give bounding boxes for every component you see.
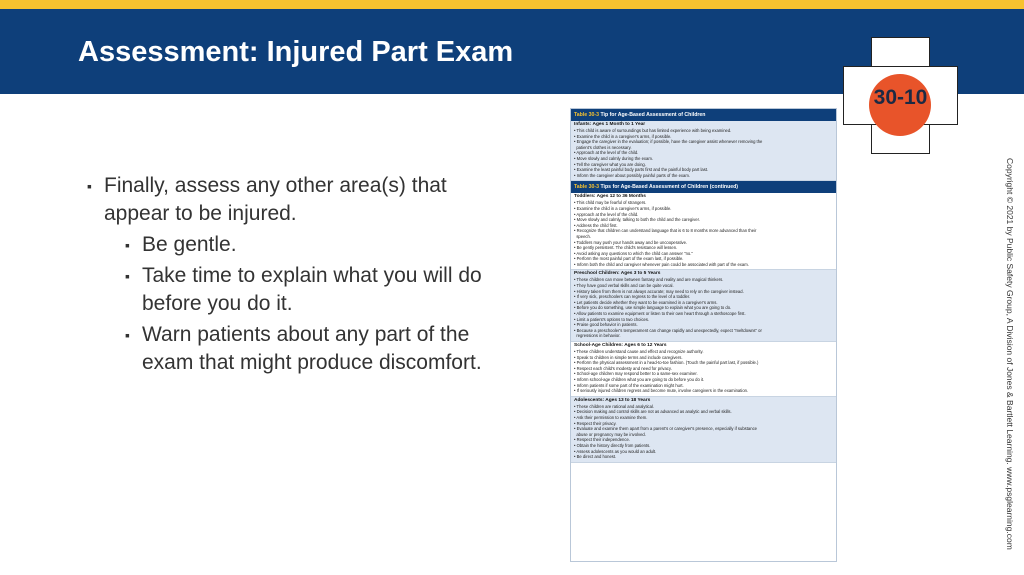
- table-list-item: • Decision making and control skills are not as advanced as analytic and verbal skills.: [574, 409, 732, 415]
- table-list-item: patient's clothes is necessary.: [574, 144, 632, 150]
- table-section-school-age: School-Age Children: Ages 6 to 12 Years • These children understand cause and effect and recognize authority. • Speak to children in simple terms and include caregivers. • Perform the physical assessment in a head-to-toe fashion. (Touch the painful part last, if possible.) • Respect each child's modesty and need for privacy. • School-age children may respond better to a same-sex examiner. • Inform school-age children what you are going to do before you do it. • Inform patients if some part of the examination might hurt. • If seriously injured children regress and become mute, involve caregivers in the examination.: [571, 342, 836, 397]
- table-list-item: • Obtain the history directly from patients.: [574, 442, 651, 448]
- table-list-item: • These children understand cause and effect and recognize authority.: [574, 349, 704, 354]
- table-list-item: • Examine the child in a caregiver's arms, if possible.: [574, 133, 672, 139]
- table-list-item: • School-age children may respond better to a same-sex examiner.: [574, 371, 698, 377]
- table-list-item: • Assess adolescents as you would an adult.: [574, 448, 657, 454]
- table-header-continued: Table 30-3 Tips for Age-Based Assessment of Children (continued): [571, 181, 836, 193]
- table-list-item: regressions in behavior.: [574, 333, 621, 339]
- section-list: [574, 277, 833, 339]
- table-list-item: • These children can move between fantasy and reality and are magical thinkers.: [574, 277, 724, 283]
- table-section-preschool: Preschool Children: Ages 3 to 5 Years • These children can move between fantasy and reality and are magical thinkers. • They have good verbal skills and can be quite vocal. • History taken from them is not always accurate; may need to rely on the caregiver instead. • If very sick, preschoolers can regress to the level of a toddler. • Let patients decide whether they want to be examined in a caregiver's arms. • Before you do something, use simple language to explain what you are going to do. • Allow patients to examine equipment or listen to their own heart through a stethoscope first. • Limit a patient's options to two choices. • Praise good behavior in patients. • Because a preschooler's temperament can change rapidly and unexpectedly, expect "meltdowns" or regressions in behavior.: [571, 270, 836, 342]
- table-list-item: • Perform the physical assessment in a head-to-toe fashion. (Touch the painful part last, if possible.): [574, 360, 759, 366]
- slide-number-badge: [843, 37, 958, 154]
- table-list-item: • Before you do something, use simple language to explain what you are going to do.: [574, 305, 732, 311]
- table-list-item: • Respect each child's modesty and need for privacy.: [574, 365, 672, 371]
- copyright-text: Copyright © 2021 by Public Safety Group, A Division of Jones & Bartlett Learning. www.psglearning.com: [1005, 158, 1015, 550]
- table-list-item: • Avoid asking any questions to which the child can answer "no.": [574, 250, 693, 256]
- square-bullet-icon: ▪: [125, 268, 130, 284]
- table-list-item: • They have good verbal skills and can be quite vocal.: [574, 283, 674, 289]
- age-based-assessment-table: [570, 108, 837, 562]
- sub-bullet: [125, 321, 507, 377]
- sub-bullet: [125, 262, 507, 318]
- table-list-item: • Praise good behavior in patients.: [574, 322, 638, 328]
- table-list-item: • Tell the caregiver what you are doing.: [574, 161, 646, 167]
- table-list-item: • Let patients decide whether they want to be examined in a caregiver's arms.: [574, 299, 718, 305]
- table-list-item: • Approach at the level of the child.: [574, 150, 639, 156]
- table-list-item: • Perform the most painful part of the exam last, if possible.: [574, 256, 684, 262]
- table-list-item: • These children are rational and analytical.: [574, 403, 655, 409]
- table-list-item: • Ask their permission to examine them.: [574, 414, 648, 420]
- square-bullet-icon: ▪: [125, 237, 130, 253]
- section-list: [574, 404, 833, 460]
- bullet-main-text: Finally, assess any other area(s) that appear to be injured.: [104, 174, 447, 225]
- table-list-item: • Be gently persistent. The child's resistance will lessen.: [574, 245, 678, 251]
- table-list-item: • Respect their privacy.: [574, 420, 617, 426]
- square-bullet-icon: ▪: [87, 178, 92, 194]
- table-list-item: abuse or pregnancy may be involved.: [574, 431, 646, 437]
- table-section-infants: Infants: Ages 1 Month to 1 Year • This child is aware of surroundings but has limited experience with being examined. • Examine the child in a caregiver's arms, if possible. • Engage the caregiver in the evaluation; if possible, have the caregiver assist whenever removing the patient's clothes is necessary. • Approach at the level of the child. • Move slowly and calmly during the exam. • Tell the caregiver what you are doing. • Examine the least painful body parts first and the painful body part last. • Inform the caregiver about possibly painful parts of the exam.: [571, 121, 836, 181]
- section-list: [574, 200, 833, 267]
- table-list-item: • Allow patients to examine equipment or listen to their own heart through a stethoscope first.: [574, 311, 746, 317]
- section-list: [574, 128, 833, 178]
- sub-bullet-text: Be gentle.: [142, 233, 237, 256]
- table-list-item: • Examine the child in a caregiver's arms, if possible.: [574, 205, 672, 211]
- table-list-item: • Move slowly and calmly during the exam.: [574, 155, 653, 161]
- table-list-item: • This child is aware of surroundings but has limited experience with being examined.: [574, 128, 732, 133]
- table-list-item: • Limit a patient's options to two choices.: [574, 316, 650, 322]
- bullet-list: [87, 172, 507, 377]
- table-list-item: speech.: [574, 233, 591, 239]
- table-list-item: • Recognize that children can understand language that is 6 to 8 months more advanced than their: [574, 228, 757, 234]
- section-list: [574, 349, 833, 394]
- table-list-item: • Examine the least painful body parts first and the painful body part last.: [574, 167, 709, 173]
- table-list-item: • Inform school-age children what you are going to do before you do it.: [574, 376, 705, 382]
- top-accent-stripe: [0, 0, 1024, 9]
- slide-number: 30-10: [873, 86, 928, 109]
- table-list-item: • Inform the caregiver about possibly painful parts of the exam.: [574, 172, 690, 178]
- table-list-item: • Respect their independence.: [574, 437, 630, 443]
- slide-title: Assessment: Injured Part Exam: [78, 36, 514, 68]
- square-bullet-icon: ▪: [125, 327, 130, 343]
- table-list-item: • Engage the caregiver in the evaluation; if possible, have the caregiver assist whenever removing the: [574, 139, 763, 145]
- table-list-item: • Evaluate and examine them apart from a parent's or caregiver's presence, especially if substance: [574, 426, 757, 432]
- table-list-item: • Address the child first.: [574, 222, 618, 228]
- table-list-item: • History taken from them is not always accurate; may need to rely on the caregiver instead.: [574, 288, 744, 294]
- table-list-item: • If seriously injured children regress and become mute, involve caregivers in the examination.: [574, 388, 749, 394]
- table-list-item: • This child may be fearful of strangers.: [574, 200, 647, 206]
- sub-bullet-text: Take time to explain what you will do before you do it.: [142, 264, 482, 315]
- table-list-item: • Speak to children in simple terms and include caregivers.: [574, 354, 683, 360]
- table-list-item: • Because a preschooler's temperament can change rapidly and unexpectedly, expect "meltdowns" or: [574, 327, 762, 333]
- table-list-item: • Approach at the level of the child.: [574, 211, 639, 217]
- table-list-item: • Inform both the child and caregiver whenever pain could be associated with part of the exam.: [574, 261, 749, 267]
- table-list-item: • Be direct and honest.: [574, 454, 617, 460]
- table-list-item: • Move slowly and calmly, talking to both the child and the caregiver.: [574, 217, 700, 223]
- table-section-adolescents: Adolescents: Ages 13 to 18 Years • These children are rational and analytical. • Decision making and control skills are not as advanced as analytic and verbal skills. • Ask their permission to examine them. • Respect their privacy. • Evaluate and examine them apart from a parent's or caregiver's presence, especially if substance abuse or pregnancy may be involved. • Respect their independence. • Obtain the history directly from patients. • Assess adolescents as you would an adult. • Be direct and honest.: [571, 397, 836, 463]
- table-section-toddlers: Toddlers: Ages 12 to 36 Months • This child may be fearful of strangers. • Examine the child in a caregiver's arms, if possible. • Approach at the level of the child. • Move slowly and calmly, talking to both the child and the caregiver. • Address the child first. • Recognize that children can understand language that is 6 to 8 months more advanced than their speech. • Toddlers may push your hands away and be uncooperative. • Be gently persistent. The child's resistance will lessen. • Avoid asking any questions to which the child can answer "no." • Perform the most painful part of the exam last, if possible. • Inform both the child and caregiver whenever pain could be associated with part of the exam.: [571, 193, 836, 270]
- table-list-item: • If very sick, preschoolers can regress to the level of a toddler.: [574, 294, 691, 300]
- table-list-item: • Inform patients if some part of the examination might hurt.: [574, 382, 684, 388]
- table-list-item: • Toddlers may push your hands away and be uncooperative.: [574, 239, 688, 245]
- bullet-main: [87, 172, 507, 228]
- sub-bullet: [125, 231, 507, 259]
- copyright-notice: [1003, 160, 1017, 560]
- sub-bullet-text: Warn patients about any part of the exam that might produce discomfort.: [142, 323, 482, 374]
- table-header: Table 30-3 Tip for Age-Based Assessment of Children: [571, 109, 836, 121]
